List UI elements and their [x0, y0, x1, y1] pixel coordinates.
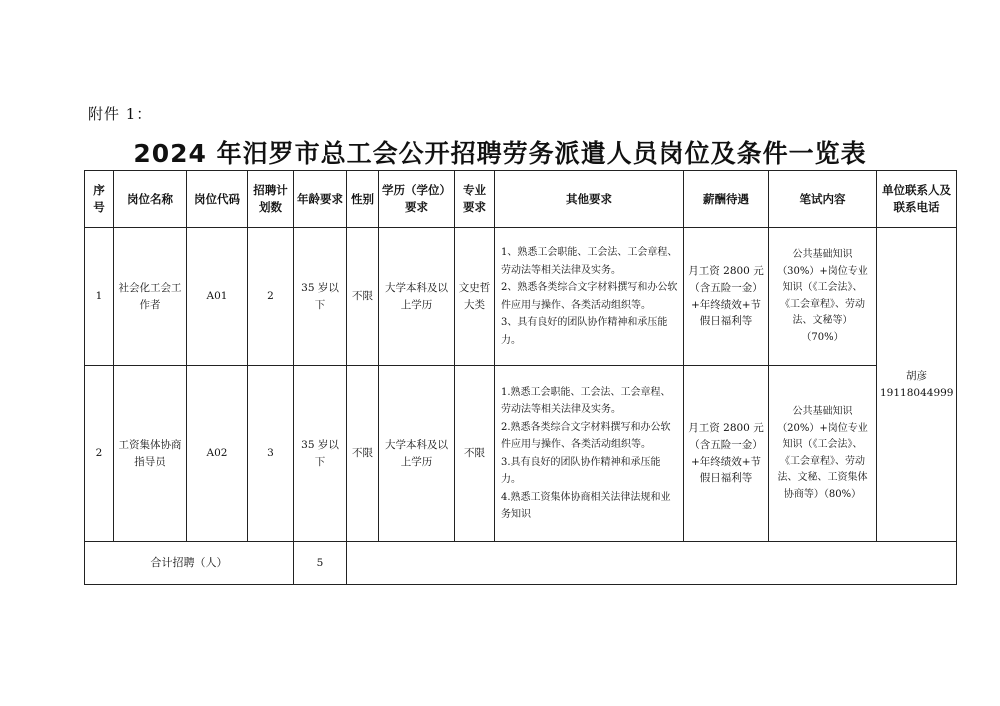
contact-name: 胡彦 [906, 369, 927, 382]
header-other: 其他要求 [495, 171, 684, 228]
requirement-item: 1.熟悉工会职能、工会法、工会章程、劳动法等相关法律及实务。 [501, 386, 671, 415]
requirement-item: 1、熟悉工会职能、工会法、工会章程、劳动法等相关法律及实务。 [501, 247, 678, 276]
cell-contact [877, 228, 957, 542]
total-empty-cell [347, 542, 957, 585]
cell-count: 2 [248, 228, 294, 366]
header-age: 年龄要求 [294, 171, 347, 228]
cell-salary: 月工资 2800 元（含五险一金）+年终绩效+节假日福利等 [684, 366, 769, 542]
attachment-label: 附件 1： [88, 105, 153, 123]
cell-salary: 月工资 2800 元（含五险一金）+年终绩效+节假日福利等 [684, 228, 769, 366]
header-contact: 单位联系人及联系电话 [877, 171, 957, 228]
positions-table [84, 170, 957, 585]
header-code: 岗位代码 [187, 171, 248, 228]
requirement-item: 2.熟悉各类综合文字材料撰写和办公软件应用与操作、各类活动组织等。 [501, 421, 671, 450]
cell-other-requirements [495, 228, 684, 366]
cell-age: 35 岁以下 [294, 228, 347, 366]
cell-position: 工资集体协商指导员 [114, 366, 187, 542]
cell-other-requirements [495, 366, 684, 542]
cell-seq: 2 [85, 366, 114, 542]
cell-seq: 1 [85, 228, 114, 366]
cell-gender: 不限 [347, 228, 379, 366]
cell-exam: 公共基础知识（20%）+岗位专业知识（《工会法》、《工会章程》、劳动法、文秘、工资集体协商等）（80%） [769, 366, 877, 542]
cell-code: A01 [187, 228, 248, 366]
cell-education: 大学本科及以上学历 [379, 366, 455, 542]
requirement-item: 3、具有良好的团队协作精神和承压能力。 [501, 317, 668, 346]
document-title: 2024 年汨罗市总工会公开招聘劳务派遣人员岗位及条件一览表 [133, 139, 867, 168]
cell-exam: 公共基础知识（30%）+岗位专业知识（《工会法》、《工会章程》、劳动法、文秘等）（70%） [769, 228, 877, 366]
cell-major: 文史哲大类 [455, 228, 495, 366]
cell-position: 社会化工会工作者 [114, 228, 187, 366]
requirement-item: 3.具有良好的团队协作精神和承压能力。 [501, 456, 661, 485]
header-major: 专业要求 [455, 171, 495, 228]
header-position: 岗位名称 [114, 171, 187, 228]
cell-code: A02 [187, 366, 248, 542]
table-row [85, 228, 957, 366]
header-count: 招聘计划数 [248, 171, 294, 228]
requirement-item: 4.熟悉工资集体协商相关法律法规和业务知识 [501, 491, 671, 520]
header-education: 学历（学位）要求 [379, 171, 455, 228]
cell-gender: 不限 [347, 366, 379, 542]
cell-education: 大学本科及以上学历 [379, 228, 455, 366]
total-value: 5 [294, 542, 347, 585]
cell-major: 不限 [455, 366, 495, 542]
table-header-row [85, 171, 957, 228]
cell-count: 3 [248, 366, 294, 542]
header-exam: 笔试内容 [769, 171, 877, 228]
total-row [85, 542, 957, 585]
header-seq: 序号 [85, 171, 114, 228]
table-row [85, 366, 957, 542]
cell-age: 35 岁以下 [294, 366, 347, 542]
contact-phone: 19118044999 [880, 386, 954, 399]
header-gender: 性别 [347, 171, 379, 228]
total-label: 合计招聘（人） [85, 542, 294, 585]
header-salary: 薪酬待遇 [684, 171, 769, 228]
requirement-item: 2、熟悉各类综合文字材料撰写和办公软件应用与操作、各类活动组织等。 [501, 282, 678, 311]
